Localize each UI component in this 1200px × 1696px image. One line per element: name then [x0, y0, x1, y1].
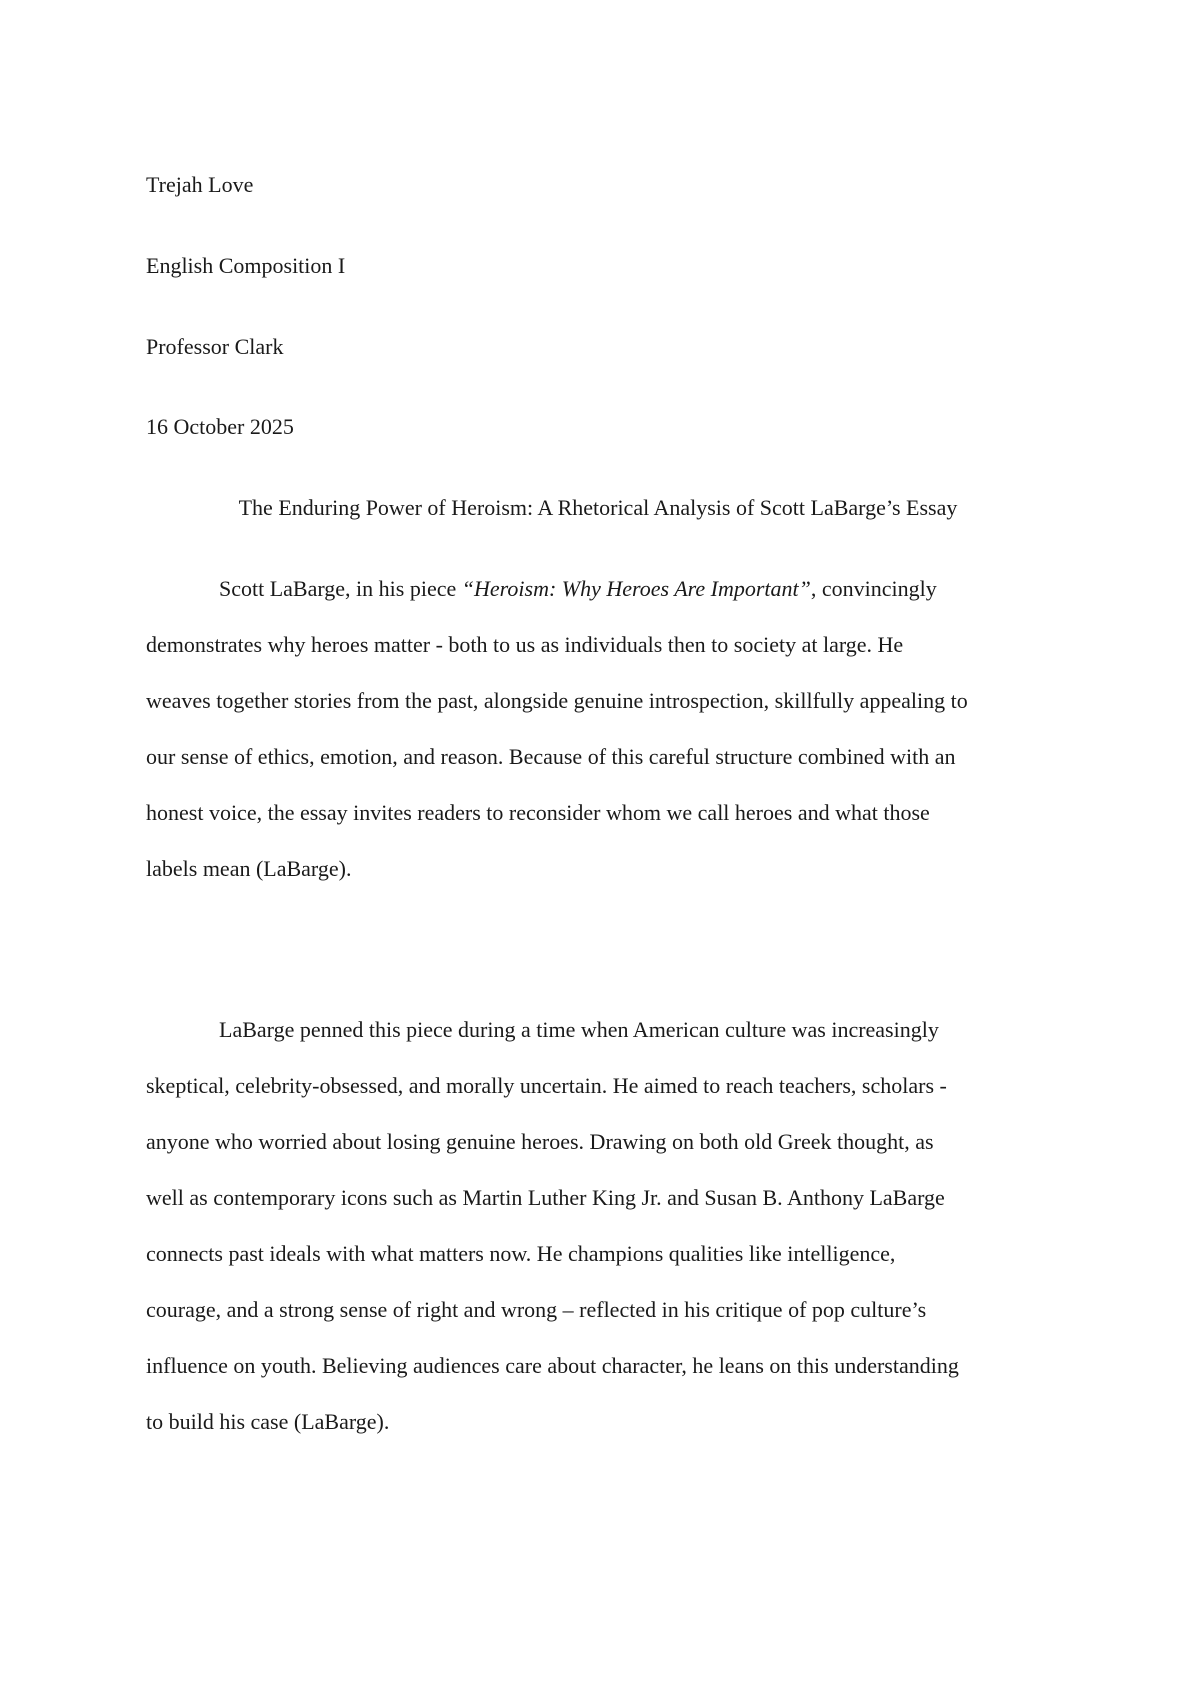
paragraph-2-line-3: anyone who worried about losing genuine heroes. Drawing on both old Greek thought, as: [146, 1129, 934, 1154]
paragraph-1-line-6: labels mean (LaBarge).: [146, 856, 352, 881]
instructor-name: Professor Clark: [146, 334, 284, 359]
paragraph-1-line-5: honest voice, the essay invites readers to reconsider whom we call heroes and what those: [146, 800, 930, 825]
paragraph-1-lead-tail: , convincingly: [810, 576, 937, 601]
essay-date: 16 October 2025: [146, 414, 294, 439]
cited-work-title: “Heroism: Why Heroes Are Important”: [461, 576, 811, 601]
paragraph-2-line-7: influence on youth. Believing audiences care about character, he leans on this understanding: [146, 1353, 959, 1378]
paragraph-2-line-8: to build his case (LaBarge).: [146, 1409, 390, 1434]
paragraph-2-line-6: courage, and a strong sense of right and wrong – reflected in his critique of pop culture’s: [146, 1297, 927, 1322]
paragraph-1-line-3: weaves together stories from the past, alongside genuine introspection, skillfully appealing to: [146, 688, 968, 713]
paragraph-1-lead-text: Scott LaBarge, in his piece: [219, 576, 462, 601]
paragraph-2-line-1: LaBarge penned this piece during a time when American culture was increasingly: [219, 1017, 939, 1042]
paragraph-1-line-4: our sense of ethics, emotion, and reason. Because of this careful structure combined with an: [146, 744, 956, 769]
paragraph-2-line-4: well as contemporary icons such as Martin Luther King Jr. and Susan B. Anthony LaBarge: [146, 1185, 945, 1210]
paragraph-2-line-5: connects past ideals with what matters now. He champions qualities like intelligence,: [146, 1241, 896, 1266]
course-name: English Composition I: [146, 253, 346, 278]
author-name: Trejah Love: [146, 172, 254, 197]
paragraph-1-line-2: demonstrates why heroes matter - both to us as individuals then to society at large. He: [146, 632, 904, 657]
paragraph-1-line-1: [219, 576, 937, 602]
essay-title: The Enduring Power of Heroism: A Rhetorical Analysis of Scott LaBarge’s Essay: [238, 495, 958, 520]
paragraph-2-line-2: skeptical, celebrity-obsessed, and morally uncertain. He aimed to reach teachers, scholars -: [146, 1073, 947, 1098]
